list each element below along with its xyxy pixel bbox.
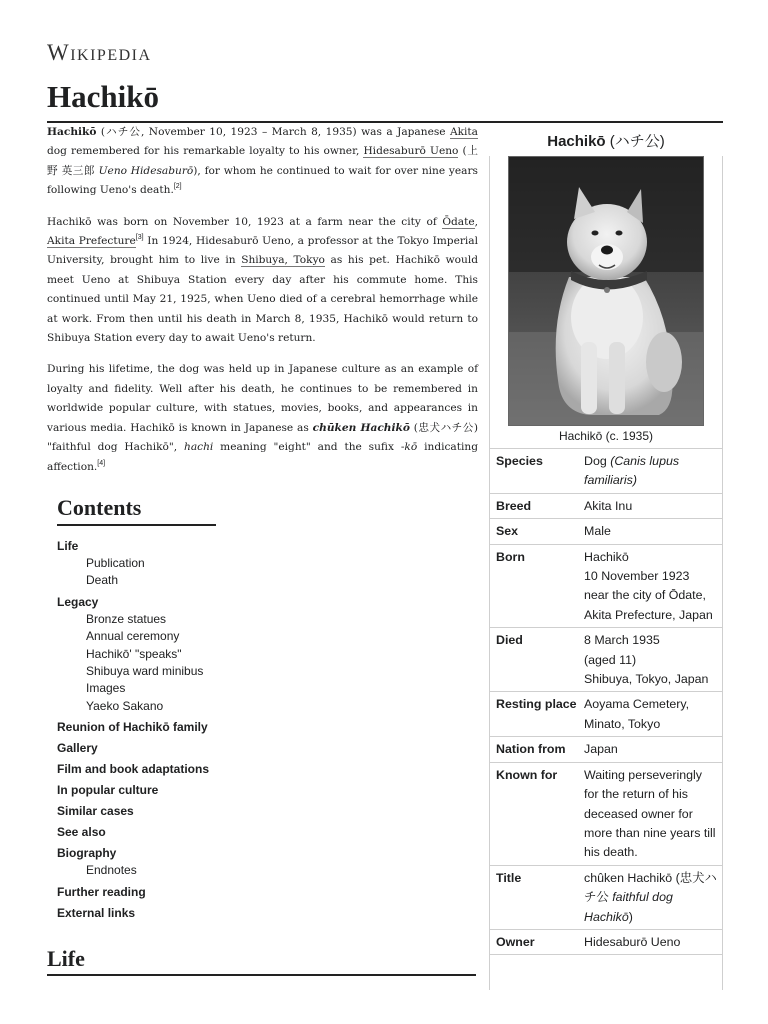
infobox-value: Japan (584, 742, 618, 757)
infobox (489, 124, 723, 970)
infobox-title: Hachikō (ハチ公) (547, 133, 665, 150)
toc-item[interactable]: Reunion of Hachikō family (57, 720, 208, 735)
infobox-row (489, 493, 723, 518)
ref-2[interactable]: [2] (173, 183, 182, 191)
infobox-key: Died (496, 633, 523, 648)
akita-prefecture-link[interactable]: Akita Prefecture (47, 235, 136, 248)
toc-title: Contents (57, 495, 216, 526)
infobox-row (489, 627, 723, 691)
logo-text: Wikipedia (47, 40, 152, 65)
infobox-rows (489, 448, 723, 954)
infobox-end (489, 954, 723, 970)
infobox-row (489, 929, 723, 954)
odate-link[interactable]: Ōdate (442, 215, 475, 228)
infobox-value: Male (584, 524, 611, 539)
infobox-value: Akita Inu (584, 498, 633, 513)
toc-item[interactable]: Biography (57, 846, 117, 861)
toc-item[interactable]: Annual ceremony (86, 629, 180, 644)
toc-item[interactable]: External links (57, 905, 136, 920)
infobox-key: Breed (496, 498, 532, 513)
toc-item[interactable]: Similar cases (57, 804, 134, 819)
infobox-value: Hachikō 10 November 1923 near the city of Ōdate, Akita Prefecture, Japan (584, 549, 713, 622)
infobox-key: Resting place (496, 697, 577, 712)
infobox-key: Born (496, 549, 525, 564)
toc-item[interactable]: Images (86, 681, 126, 696)
infobox-key: Title (496, 870, 522, 885)
toc-item[interactable]: Film and book adaptations (57, 762, 210, 777)
shibuya-link[interactable]: Shibuya, Tokyo (241, 254, 325, 267)
ref-3[interactable]: [3] (135, 234, 144, 242)
infobox-value: Dog (Canis lupus familiaris) (584, 454, 680, 488)
toc-list (57, 538, 317, 922)
lead-paragraph-1: Hachikō (ハチ公, November 10, 1923 – March 8, 1935) was a Japanese Akita dog remembered for his remarkable loyalty to his owner, Hidesaburō Ueno (上野 英三郎 Ueno Hidesaburō), for whom he continued to wait for over nine years following Ueno's death.[2] (47, 126, 478, 197)
infobox-key: Sex (496, 524, 519, 539)
toc-item[interactable]: Bronze statues (86, 611, 167, 626)
dog-photo-illustration (509, 157, 704, 426)
lead-paragraph-2: Hachikō was born on November 10, 1923 at a farm near the city of Ōdate, Akita Prefecture[3] In 1924, Hidesaburō Ueno, a professor at the Tokyo Imperial University, brought him to live in Shibuya, Tokyo as his pet. Hachikō would meet Ueno at Shibuya Station every day after his commute home. This continued until May 21, 1925, when Ueno died of a cerebral hemorrhage while at work. From then until his death in March 8, 1935, Hachikō would return to Shibuya Station every day to await Ueno's return. (47, 215, 479, 345)
toc-item[interactable]: Yaeko Sakano (86, 698, 164, 713)
toc-item[interactable]: Gallery (57, 741, 98, 756)
toc-item[interactable]: Shibuya ward minibus (86, 664, 204, 679)
infobox-key: Owner (496, 934, 535, 949)
infobox-value: 8 March 1935 (aged 11) Shibuya, Tokyo, Japan (584, 633, 709, 687)
infobox-row (489, 518, 723, 543)
table-of-contents (57, 495, 317, 922)
hachiko-photo[interactable] (508, 156, 704, 426)
infobox-key: Known for (496, 767, 558, 782)
lead-section (47, 123, 478, 489)
toc-item[interactable]: See also (57, 825, 106, 840)
infobox-row (489, 736, 723, 761)
toc-item[interactable]: Death (86, 573, 119, 588)
toc-item[interactable]: In popular culture (57, 783, 159, 798)
infobox-value: Waiting perseveringly for the return of his deceased owner for more than nine years till his death. (584, 767, 716, 860)
toc-item[interactable]: Publication (86, 556, 145, 570)
infobox-value: Aoyama Cemetery, Minato, Tokyo (584, 697, 690, 731)
infobox-caption: Hachikō (c. 1935) (558, 429, 654, 443)
infobox-row (489, 448, 723, 493)
infobox-key: Species (496, 454, 543, 468)
toc-item[interactable]: Hachikō' "speaks" (86, 646, 182, 661)
toc-item[interactable]: Endnotes (86, 863, 137, 878)
infobox-value: chûken Hachikō (忠犬ハチ公 faithful dog Hachikō) (584, 870, 717, 924)
wikipedia-logo[interactable] (47, 40, 152, 66)
infobox-row (489, 865, 723, 929)
ref-4[interactable]: [4] (97, 459, 106, 467)
toc-item[interactable]: Legacy (57, 594, 99, 609)
infobox-value: Hidesaburō Ueno (584, 934, 681, 949)
toc-item[interactable]: Further reading (57, 884, 146, 899)
page-title: Hachikō (47, 78, 723, 123)
infobox-row (489, 691, 723, 736)
infobox-key: Nation from (496, 742, 566, 757)
subject-name: Hachikō (47, 126, 97, 138)
lead-paragraph-3: During his lifetime, the dog was held up in Japanese culture as an example of loyalty and fidelity. Well after his death, he continues to be remembered in worldwide popular culture, with statues, movies, books, and appearances in various media. Hachikō is known in Japanese as chūken Hachikō (忠犬ハチ公) "faithful dog Hachikō", hachi meaning "eight" and the sufix -kō indicating affection.[4] (47, 363, 478, 473)
owner-link[interactable]: Hidesaburō Ueno (363, 145, 459, 158)
akita-link[interactable]: Akita (449, 126, 478, 138)
section-heading-life: Life (47, 946, 476, 976)
infobox-row (489, 762, 723, 865)
infobox-row (489, 544, 723, 628)
toc-item[interactable]: Life (57, 539, 79, 553)
